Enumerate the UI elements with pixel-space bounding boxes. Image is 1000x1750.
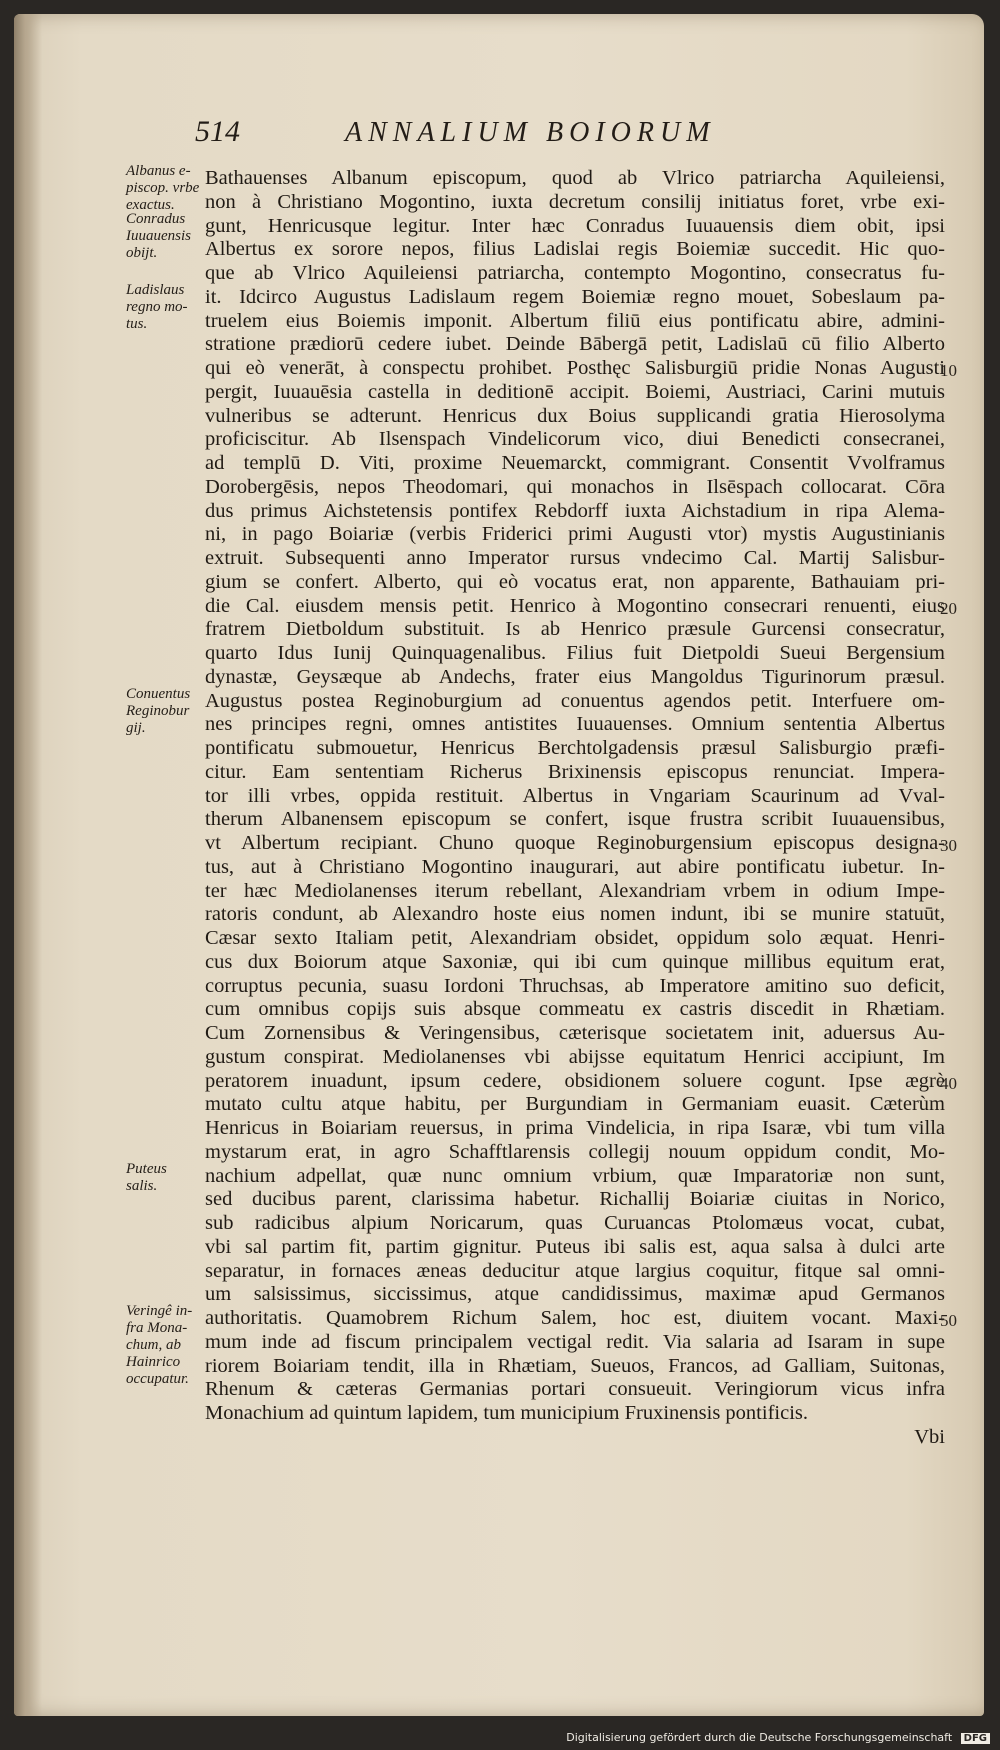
text-line: Monachium ad quintum lapidem, tum municipium Fruxinensis pontificis. — [205, 1402, 808, 1424]
line-number: 40 — [940, 1073, 957, 1093]
marginal-note-line: Conradus — [126, 210, 186, 227]
page-gutter-edge — [14, 14, 42, 1716]
text-line: gium se confert. Alberto, qui eò vocatus erat, non apparente, Bathauiam pri- — [205, 570, 945, 593]
text-line: qui eò venerāt, à conspectu prohibet. Posthęc Salisburgiū pridie Nonas Augusti — [205, 357, 945, 379]
text-line: cus dux Boiorum atque Saxoniæ, qui ibi cum quinque millibus equitum erat, — [205, 950, 945, 973]
dfg-logo: DFG — [961, 1733, 990, 1744]
text-line: um salsissimus, siccissimus, atque candidissimus, maximæ apud Germanos — [205, 1283, 945, 1306]
marginal-note-line: Hainrico — [126, 1354, 181, 1370]
text-line: pergit, Iuuauēsia castella in deditionē accipit. Boiemi, Austriaci, Carini mutuis — [205, 380, 945, 403]
footer-credit — [566, 1731, 990, 1744]
text-line: extruit. Subsequenti anno Imperator rursus vndecimo Cal. Martij Salisbur- — [205, 547, 945, 569]
text-line: ni, in pago Boiariæ (verbis Friderici primi Augusti vtor) mystis Augustinianis — [205, 523, 945, 546]
line-number: 50 — [940, 1311, 957, 1330]
marginal-note-line: chum, ab — [126, 1337, 181, 1353]
text-line: non à Christiano Mogontino, iuxta decretum consilij initiatus foret, vrbe exi- — [205, 190, 945, 213]
text-line: Albertus ex sorore nepos, filius Ladislai regis Boiemiæ succedit. Hic quo- — [205, 238, 945, 261]
marginal-note-line: Reginobur — [126, 702, 190, 719]
marginal-note-line: Albanus e- — [126, 163, 191, 179]
text-line: it. Idcirco Augustus Ladislaum regem Boiemiæ regno mouet, Sobeslaum pa- — [205, 285, 945, 308]
text-line: pontificatu submouetur, Henricus Berchtolgadensis præsul Salisburgio præfi- — [205, 737, 945, 759]
text-line: mystarum erat, in agro Schafftlarensis collegij nouum oppidum condit, Mo- — [205, 1140, 945, 1163]
text-line: ter hæc Mediolanenses iterum rebellant, Alexandriam vrbem in odium Impe- — [205, 879, 945, 902]
text-line: peratorem inuadunt, ipsum cedere, obsidionem soluere cogunt. Ipse ægrè — [205, 1069, 945, 1092]
text-line: quarto Idus Iunij Quinquagenalibus. Filius fuit Dietpoldi Sueui Bergensium — [205, 642, 945, 664]
text-line: sub radicibus alpium Noricarum, quas Curuancas Ptolomæus vocat, cubat, — [205, 1212, 945, 1234]
text-line: vt Albertum recipiant. Chuno quoque Reginoburgensium episcopus designa- — [205, 832, 945, 854]
marginal-note — [126, 211, 204, 262]
text-line: separatur, in fornaces æneas deducitur atque largius coquitur, fitque sal omni- — [205, 1259, 945, 1282]
text-line: dynastæ, Geysæque ab Andechs, frater eius Mangoldus Tigurinorum præsul. — [205, 665, 945, 688]
marginal-note-line: Conuentus — [126, 685, 191, 702]
text-line: gustum conspirat. Mediolanenses vbi abijsse equitatum Henrici accipiunt, Im — [205, 1045, 945, 1068]
text-line: die Cal. eiusdem mensis petit. Henrico à Mogontino consecrari renuenti, eius — [205, 594, 945, 617]
marginal-note-line: tus. — [126, 315, 148, 332]
text-line: vulneribus se adterunt. Henricus dux Boius supplicandi gratia Hierosolyma — [205, 404, 945, 427]
marginal-note-line: Puteus — [126, 1160, 167, 1177]
text-line: nachium adpellat, quæ nunc omnium vrbium, quæ Imparatoriæ non sunt, — [205, 1164, 945, 1187]
text-line: cum omnibus copijs suis absque commeatu ex castris discedit in Rhætiam. — [205, 998, 945, 1021]
text-line: Vbi — [914, 1425, 945, 1448]
marginal-note — [126, 1161, 204, 1195]
text-line: Dorobergēsis, nepos Theodomari, qui monachos in Ilsēspach collocarat. Cōra — [205, 475, 945, 498]
text-line: mutato cultu atque habitu, per Burgundiam in Germaniam euasit. Cæterùm — [205, 1093, 945, 1116]
text-line: sed ducibus parent, clarissima habetur. Richallij Boiariæ ciuitas in Norico, — [205, 1188, 945, 1211]
marginal-note-line: gij. — [126, 719, 146, 736]
text-line: que ab Vlrico Aquileiensi patriarcha, contempto Mogontino, consecratus fu- — [205, 262, 945, 284]
text-line: Augustus postea Reginoburgium ad conuentus agendos petit. Interfuere om- — [205, 689, 945, 712]
marginal-note-line: fra Mona- — [126, 1320, 188, 1336]
marginal-note-line: Ladislaus — [126, 281, 185, 298]
page-header — [195, 115, 835, 159]
running-title: ANNALIUM BOIORUM — [345, 117, 716, 148]
marginal-note-line: regno mo- — [126, 298, 188, 315]
marginal-note-line: salis. — [126, 1177, 158, 1194]
text-line: Bathauenses Albanum episcopum, quod ab Vlrico patriarcha Aquileiensi, — [205, 167, 945, 189]
marginal-note-line: exactus. — [126, 197, 175, 213]
text-line: nes principes regni, omnes antistites Iuuauenses. Omnium sententia Albertus — [205, 713, 945, 736]
text-line: Henricus in Boiariam reuersus, in prima Vindelicia, in ripa Isaræ, vbi tum villa — [205, 1117, 945, 1139]
marginal-note-line: piscop. vrbe — [126, 180, 200, 196]
marginal-note-line: Veringê in- — [126, 1303, 193, 1319]
text-line: therum Albanensem episcopum se confert, isque frustra scribit Iuuauensibus, — [205, 808, 945, 831]
text-line: gunt, Henricusque legitur. Inter hæc Conradus Iuuauensis diem obit, ipsi — [205, 214, 945, 237]
marginal-note — [126, 163, 204, 214]
marginal-note — [126, 282, 204, 333]
line-number: 20 — [940, 598, 957, 618]
text-line: vbi sal partim fit, partim gignitur. Puteus ibi salis est, aqua salsa à dulci arte — [205, 1235, 945, 1258]
text-line: Cæsar sexto Italiam petit, Alexandriam obsidet, oppidum solo æquat. Henri- — [205, 927, 945, 949]
text-line: proficiscitur. Ab Ilsenspach Vindelicorum vico, diui Benedicti consecranei, — [205, 428, 945, 451]
marginal-note — [126, 686, 204, 737]
main-text-block — [205, 167, 945, 1450]
line-number: 30 — [940, 836, 957, 855]
marginal-note-line: obijt. — [126, 244, 158, 261]
text-line: ratoris condunt, ab Alexandro hoste eius nomen indunt, ibi se munire statuūt, — [205, 903, 945, 926]
marginal-note — [126, 1303, 204, 1388]
text-line: corruptus pecunia, suasu Iordoni Thruchsas, ab Imperatore amitino suo deficit, — [205, 974, 945, 997]
text-line: mum inde ad fiscum principalem vectigal redit. Via salaria ad Isaram in supe — [205, 1330, 945, 1353]
text-line: ad templū D. Viti, proxime Neuemarckt, commigrant. Consentit Vvolframus — [205, 452, 945, 474]
text-line: tus, aut à Christiano Mogontino inaugurari, aut abire pontificatu iubetur. In- — [205, 855, 945, 878]
page-number: 514 — [195, 115, 240, 148]
text-line: dus primus Aichstetensis pontifex Rebdorff iuxta Aichstadium in ripa Alema- — [205, 499, 945, 522]
marginal-note-line: Iuuauensis — [126, 227, 191, 244]
text-line: authoritatis. Quamobrem Richum Salem, hoc est, diuitem vocant. Maxi- — [205, 1307, 945, 1329]
text-line: truelem eius Boiemis imponit. Albertum filiū eius pontificatu abire, admini- — [205, 309, 945, 332]
text-line: riorem Boiariam tendit, illa in Rhætiam, Sueuos, Francos, ad Galliam, Suitonas, — [205, 1354, 945, 1377]
text-line: Rhenum & cæteras Germanias portari consueuit. Veringiorum vicus infra — [205, 1378, 945, 1401]
marginal-note-line: occupatur. — [126, 1371, 189, 1387]
digitization-note: Digitalisierung gefördert durch die Deutsche Forschungsgemeinschaft — [566, 1731, 953, 1744]
text-line: stratione prædiorū cedere iubet. Deinde Bābergā petit, Ladislaū cū filio Alberto — [205, 333, 945, 356]
text-line: citur. Eam sententiam Richerus Brixinensis episcopus renunciat. Impera- — [205, 760, 945, 783]
line-number: 10 — [940, 361, 957, 380]
text-line: tor illi vrbes, oppida restituit. Albertus in Vngariam Scaurinum ad Vval- — [205, 784, 945, 807]
text-line: fratrem Dietboldum substituit. Is ab Henrico præsule Gurcensi consecratur, — [205, 618, 945, 641]
text-line: Cum Zornensibus & Veringensibus, cæterisque societatem init, aduersus Au- — [205, 1022, 945, 1044]
